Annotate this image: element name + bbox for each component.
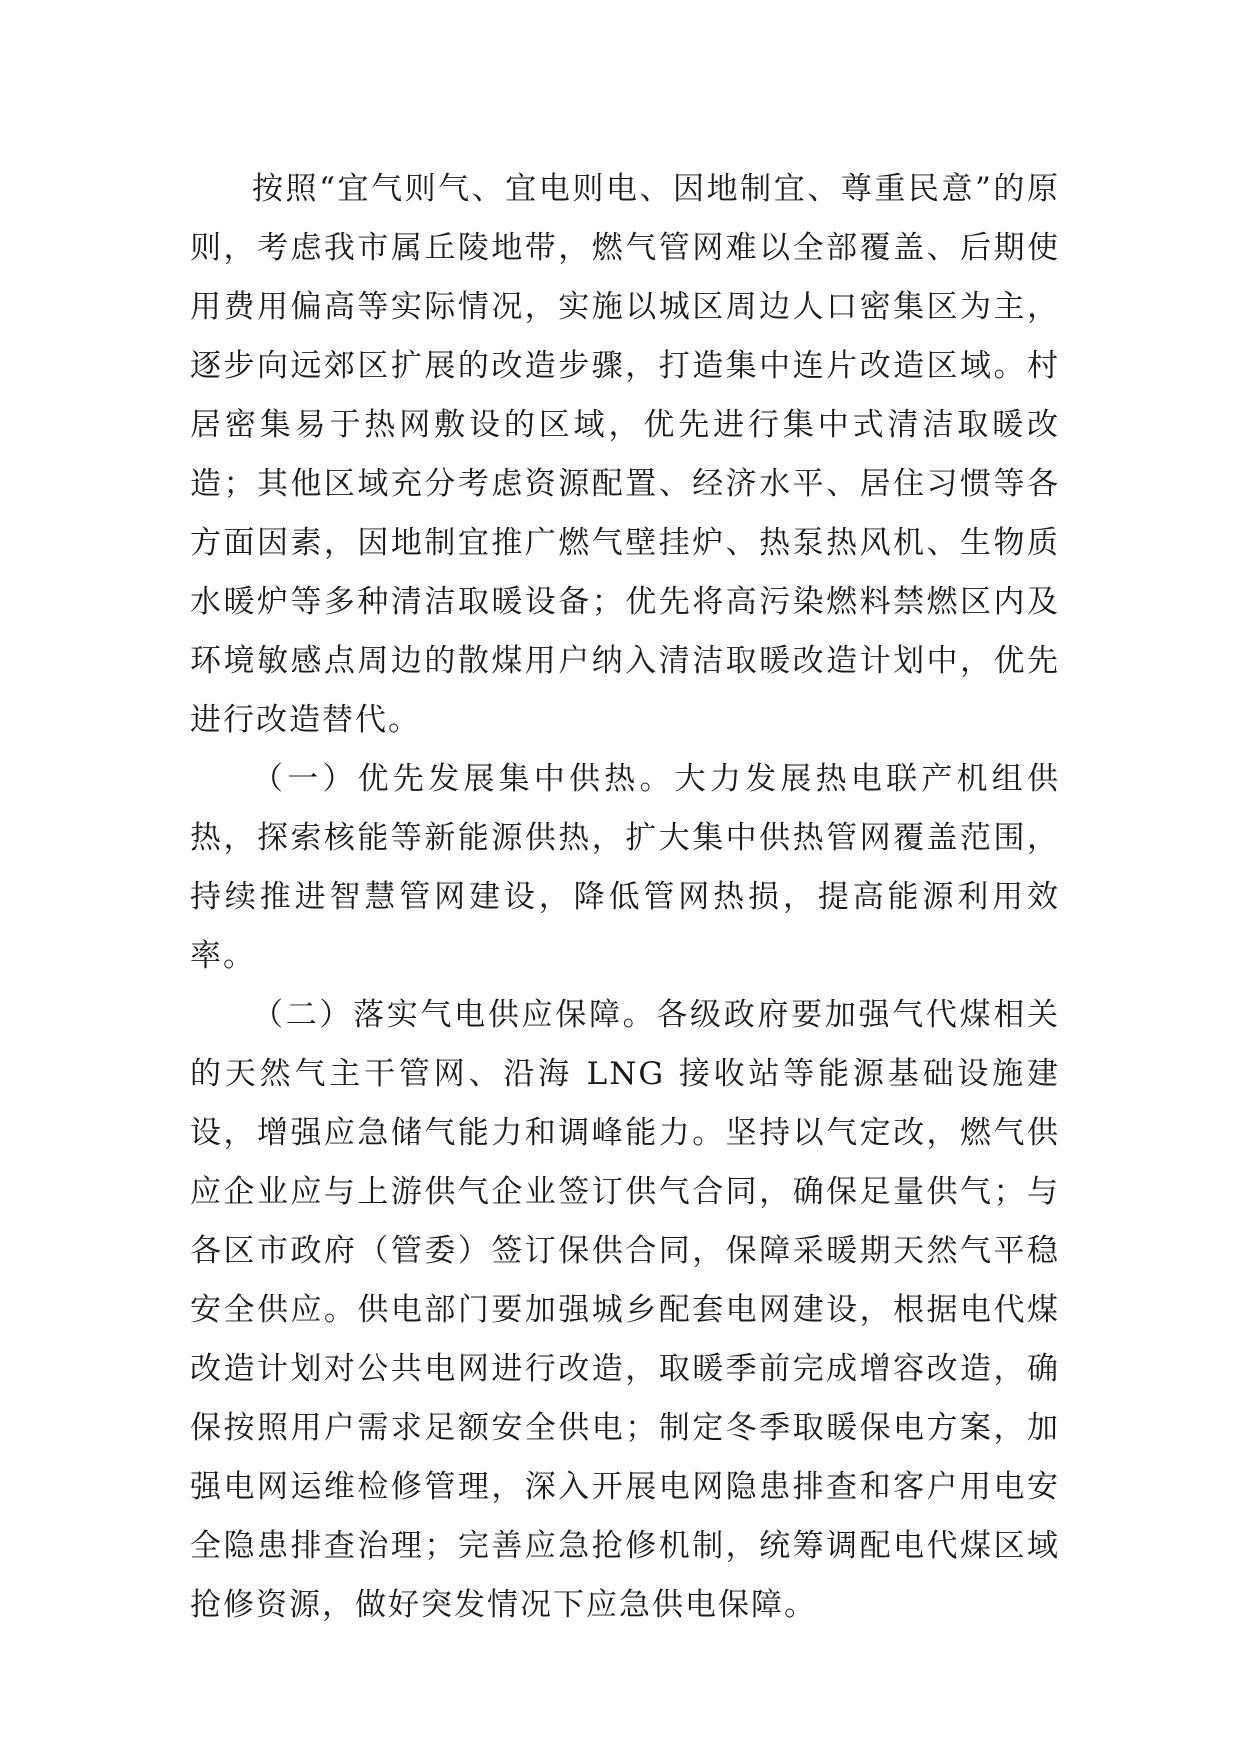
paragraph-principle: 按照“宜气则气、宜电则电、因地制宜、尊重民意”的原则，考虑我市属丘陵地带，燃气管网难以全部覆盖、后期使用费用偏高等实际情况，实施以城区周边人口密集区为主，逐步向远郊区扩展的改造步骤，打造集中连片改造区域。村居密集易于热网敷设的区域，优先进行集中式清洁取暖改造；其他区域充分考虑资源配置、经济水平、居住习惯等各方面因素，因地制宜推广燃气壁挂炉、热泵热风机、生物质水暖炉等多种清洁取暖设备；优先将高污染燃料禁燃区内及环境敏感点周边的散煤用户纳入清洁取暖改造计划中，优先进行改造替代。 [190, 171, 1060, 738]
body-text [190, 160, 1060, 1635]
paragraph-central-heating: （一）优先发展集中供热。大力发展热电联产机组供热，探索核能等新能源供热，扩大集中供热管网覆盖范围，持续推进智慧管网建设，降低管网热损，提高能源利用效率。 [190, 761, 1060, 974]
paragraph-gas-power-supply: （二）落实气电供应保障。各级政府要加强气代煤相关的天然气主干管网、沿海 LNG 接收站等能源基础设施建设，增强应急储气能力和调峰能力。坚持以气定改，燃气供应企业应与上游供气企业签订供气合同，确保足量供气；与各区市政府（管委）签订保供合同，保障采暖期天然气平稳安全供应。供电部门要加强城乡配套电网建设，根据电代煤改造计划对公共电网进行改造，取暖季前完成增容改造，确保按照用户需求足额安全供电；制定冬季取暖保电方案，加强电网运维检修管理，深入开展电网隐患排查和客户用电安全隐患排查治理；完善应急抢修机制，统筹调配电代煤区域抢修资源，做好突发情况下应急供电保障。 [190, 997, 1060, 1623]
